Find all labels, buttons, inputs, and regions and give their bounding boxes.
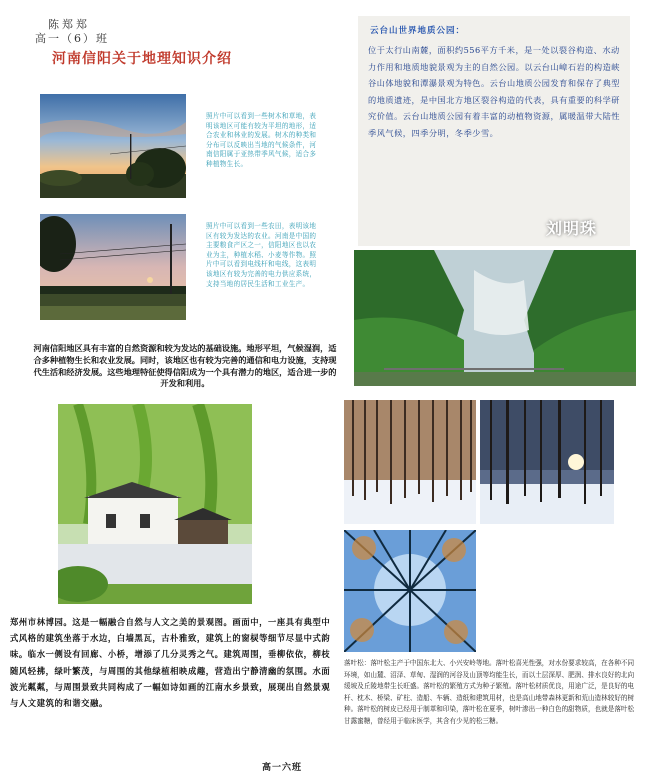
larch-forest-photo-1: [344, 400, 476, 524]
handwritten-note: [358, 16, 630, 246]
powerline-field-photo: [40, 214, 186, 320]
mountain-gorge-photo: [354, 250, 636, 386]
powerline-photo-caption: 照片中可以看到一些农田，表明该地区有较为发达的农业。河南是中国的主要粮食产区之一，信阳地区也以农业为主，种植水稻、小麦等作物。照片中可以看到电线杆和电线，这表明该地区有较为完善的电力供应系统，支持当地的居民生活和工业生产。: [206, 222, 317, 288]
handwritten-body: 位于太行山南麓，面积约556平方千米，是一处以裂谷构造、水动力作用和地质地貌景观为主的自然公园。以云台山嶂石岩的构造峡谷山体地貌和潭瀑景观为特色。云台山地质公园发育和保存了典型的地质遗迹，是中国北方地区裂谷构造的代表，具有重要的科学研究价值。云台山地质公园有着丰富的动植物资源，属暖温带大陆性季风气候，四季分明，冬季少雪。: [368, 45, 620, 138]
handwritten-title: 云台山世界地质公园：: [370, 26, 466, 36]
larch-forest-photo-3: [344, 530, 476, 652]
museum-description: 郑州市林博园。这是一幅融合自然与人文之美的景观图。画面中，一座具有典型中式风格的建筑坐落于水边，白墙黑瓦，古朴雅致，建筑上的窗棂等细节尽显中式韵味。临水一侧设有回廊、小桥，增添了几分灵秀之气。建筑周围，垂柳依依，柳枝随风轻拂，绿叶繁茂，与周围的其他绿植相映成趣，营造出宁静清幽的氛围。水面波光粼粼，与周围景致共同构成了一幅如诗如画的江南水乡景致，展现出自然景观与人文建筑的和谐交融。: [10, 617, 331, 709]
page-title: 河南信阳关于地理知识介绍: [52, 51, 232, 67]
class-name: 高一（6）班: [35, 32, 109, 45]
author-name: 陈郑郑: [48, 18, 90, 31]
larch-forest-photo-2: [480, 400, 614, 524]
larch-description: 落叶松：落叶松主产于中国东北大、小兴安岭等地。落叶松喜光性强，对水份要求较高，在各种不同环境，如山麓、沼泽、草甸、湿润的河谷及山顶等均能生长，而以土层深厚、肥润、排水良好的北向缓坡及丘陵地带生长旺盛。落叶松的繁殖方式为种子繁殖。落叶松材质优良，用途广泛，是良好的电杆、枕木、桥梁、矿柱、造船、车辆、造纸和建筑用材，也是高山地带森林更新和荒山造林较好的树种。落叶松的树皮已经用于制革和印染，落叶松在夏季，树叶渗出一种白色的甜物质，也就是落叶松甘露蜜糖，曾经用于临床医学，其含有少见的松三糖。: [344, 659, 635, 725]
garden-museum-photo: [58, 404, 252, 604]
xinyang-summary: 河南信阳地区具有丰富的自然资源和较为发达的基础设施。地形平坦，气候湿润，适合多种植物生长和农业发展。同时，该地区也有较为完善的通信和电力设施，支持现代生活和经济发展。这些地理特征使得信阳成为一个具有潜力的地区，适合进一步的开发和利用。: [33, 343, 337, 389]
sunset-photo-caption: 照片中可以看到一些树木和草地，表明该地区可能有较为平坦的地形，适合农业和林业的发展。树木的种类和分布可以反映出当地的气候条件，河南信阳属于亚热带季风气候，适合多种植物生长。: [206, 112, 317, 168]
signature: 刘明珠: [546, 219, 598, 238]
footer-class: 高一六班: [262, 763, 303, 773]
sunset-landscape-photo: [40, 94, 186, 198]
